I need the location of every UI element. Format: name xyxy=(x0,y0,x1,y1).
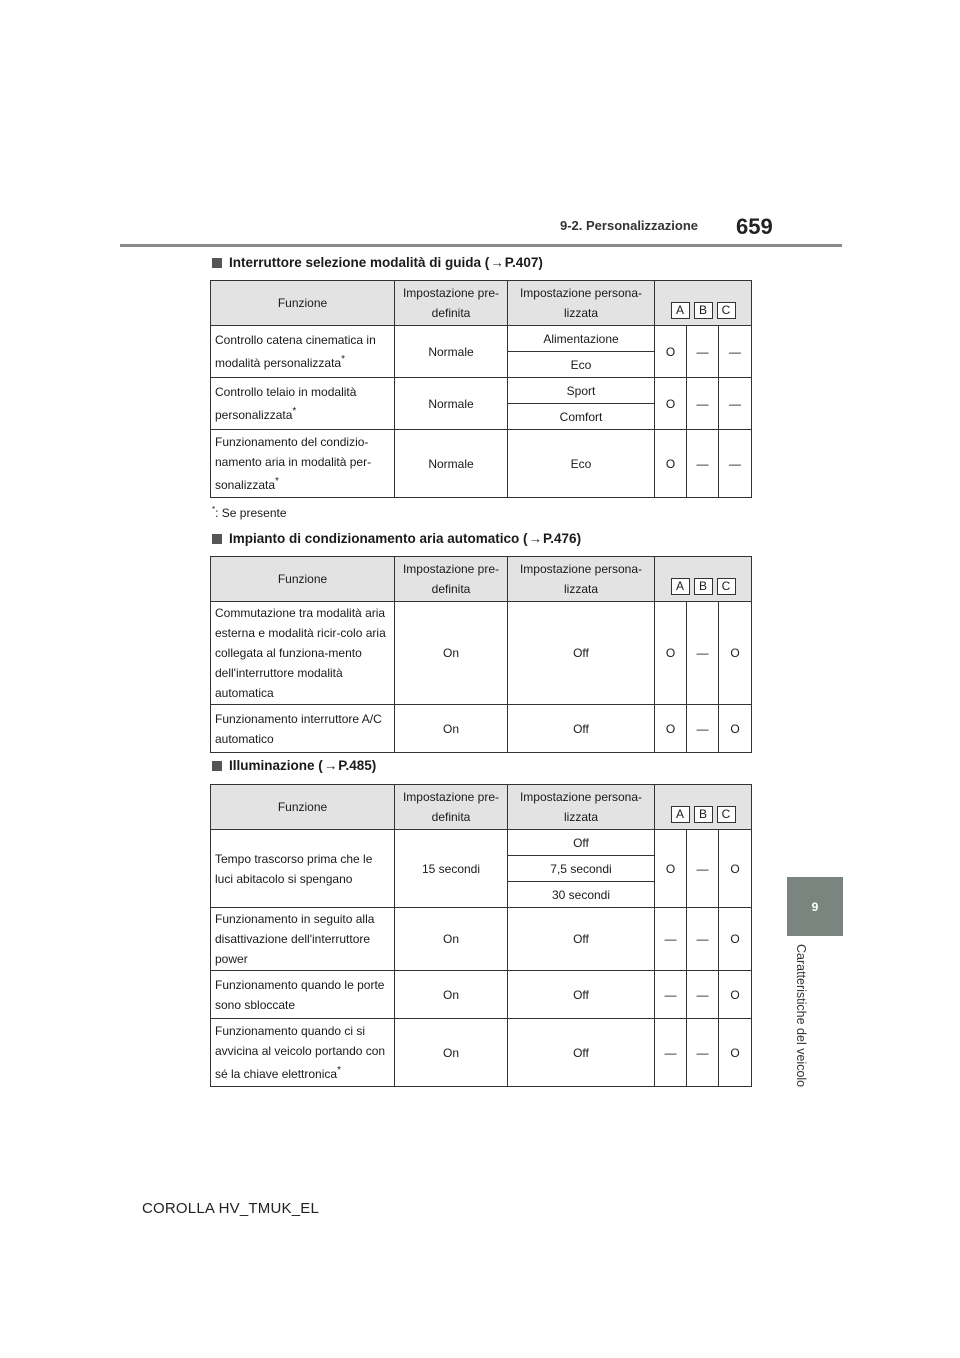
column-header-function: Funzione xyxy=(211,281,395,326)
column-badge-a: A xyxy=(671,806,690,823)
chapter-tab[interactable] xyxy=(787,877,843,936)
square-bullet-icon xyxy=(212,258,222,268)
column-header-function: Funzione xyxy=(211,557,395,602)
table-row: Funzionamento interruttore A/C automatico On Off O — O xyxy=(211,705,752,753)
column-header-default: Impostazione pre-definita xyxy=(395,281,508,326)
settings-table-driving-mode: Funzione Impostazione pre-definita Impostazione persona-lizzata A B C Controllo catena cinematica in modalità personalizzata* Normale Alimentazione O — — Eco Controllo telaio in modalità personalizzata* Normale Sport O — — Comfort Funzionamento del condizio-namento aria in modalità per-sonalizzata* Normale Eco O — — xyxy=(210,280,752,498)
column-header-abc xyxy=(655,557,752,602)
footnote: *: Se presente xyxy=(212,505,287,520)
header-divider xyxy=(120,244,842,247)
column-badge-b: B xyxy=(694,806,713,823)
arrow-right-icon: → xyxy=(528,531,543,546)
table-row: Controllo telaio in modalità personalizzata* Normale Sport O — — xyxy=(211,378,752,404)
column-header-custom: Impostazione persona-lizzata xyxy=(508,281,655,326)
column-badge-b: B xyxy=(694,578,713,595)
header-section-title: 9-2. Personalizzazione xyxy=(560,218,698,233)
section-heading-driving-mode: Interruttore selezione modalità di guida ( → P.407) xyxy=(212,255,543,270)
column-badge-c: C xyxy=(717,578,736,595)
table-row: Funzionamento quando le porte sono sbloccate On Off — — O xyxy=(211,971,752,1019)
chapter-label: Caratteristiche del veicolo xyxy=(794,944,808,1088)
table-row: Funzionamento del condizio-namento aria in modalità per-sonalizzata* Normale Eco O — — xyxy=(211,430,752,498)
square-bullet-icon xyxy=(212,761,222,771)
column-badge-b: B xyxy=(694,302,713,319)
column-header-default: Impostazione pre-definita xyxy=(395,785,508,830)
section-heading-air-conditioning: Impianto di condizionamento aria automatico ( → P.476) xyxy=(212,531,581,546)
table-row: Tempo trascorso prima che le luci abitacolo si spengano 15 secondi Off O — O xyxy=(211,830,752,856)
column-badge-a: A xyxy=(671,302,690,319)
section-heading-lighting: Illuminazione ( → P.485) xyxy=(212,758,376,773)
table-row: Controllo catena cinematica in modalità personalizzata* Normale Alimentazione O — — xyxy=(211,326,752,352)
table-row: Funzionamento in seguito alla disattivazione dell'interruttore power On Off — — O xyxy=(211,908,752,971)
table-row: Commutazione tra modalità aria esterna e modalità ricir-colo aria collegata al funziona-mento dell'interruttore modalità automatica On Off O — O xyxy=(211,602,752,705)
column-badge-c: C xyxy=(717,806,736,823)
table-row: Funzionamento quando ci si avvicina al veicolo portando con sé la chiave elettronica* On Off — — O xyxy=(211,1019,752,1087)
arrow-right-icon: → xyxy=(490,255,504,270)
square-bullet-icon xyxy=(212,534,222,544)
column-badge-c: C xyxy=(717,302,736,319)
column-header-default: Impostazione pre-definita xyxy=(395,557,508,602)
page-number: 659 xyxy=(736,214,773,239)
settings-table-air-conditioning xyxy=(210,556,752,753)
settings-table-lighting: Funzione Impostazione pre-definita Impostazione persona-lizzata A B C Tempo trascorso prima che le luci abitacolo si spengano 15 secondi Off O — O 7,5 secondi 30 secondi Funzionamento in seguito alla disattivazione dell'interruttore power On Off — — O Funzionamento quando le porte sono sbloccate On Off — — O Funzionamento quando ci si avvicina al veicolo portando con sé la chiave elettronica* On Off — — O xyxy=(210,784,752,1087)
column-header-custom: Impostazione persona-lizzata xyxy=(508,557,655,602)
column-badge-a: A xyxy=(671,578,690,595)
footer-model-code: COROLLA HV_TMUK_EL xyxy=(142,1200,319,1217)
column-header-custom: Impostazione persona-lizzata xyxy=(508,785,655,830)
chapter-number: 9 xyxy=(811,899,819,914)
column-header-abc xyxy=(655,281,752,326)
column-header-abc xyxy=(655,785,752,830)
arrow-right-icon: → xyxy=(323,758,338,773)
column-header-function: Funzione xyxy=(211,785,395,830)
